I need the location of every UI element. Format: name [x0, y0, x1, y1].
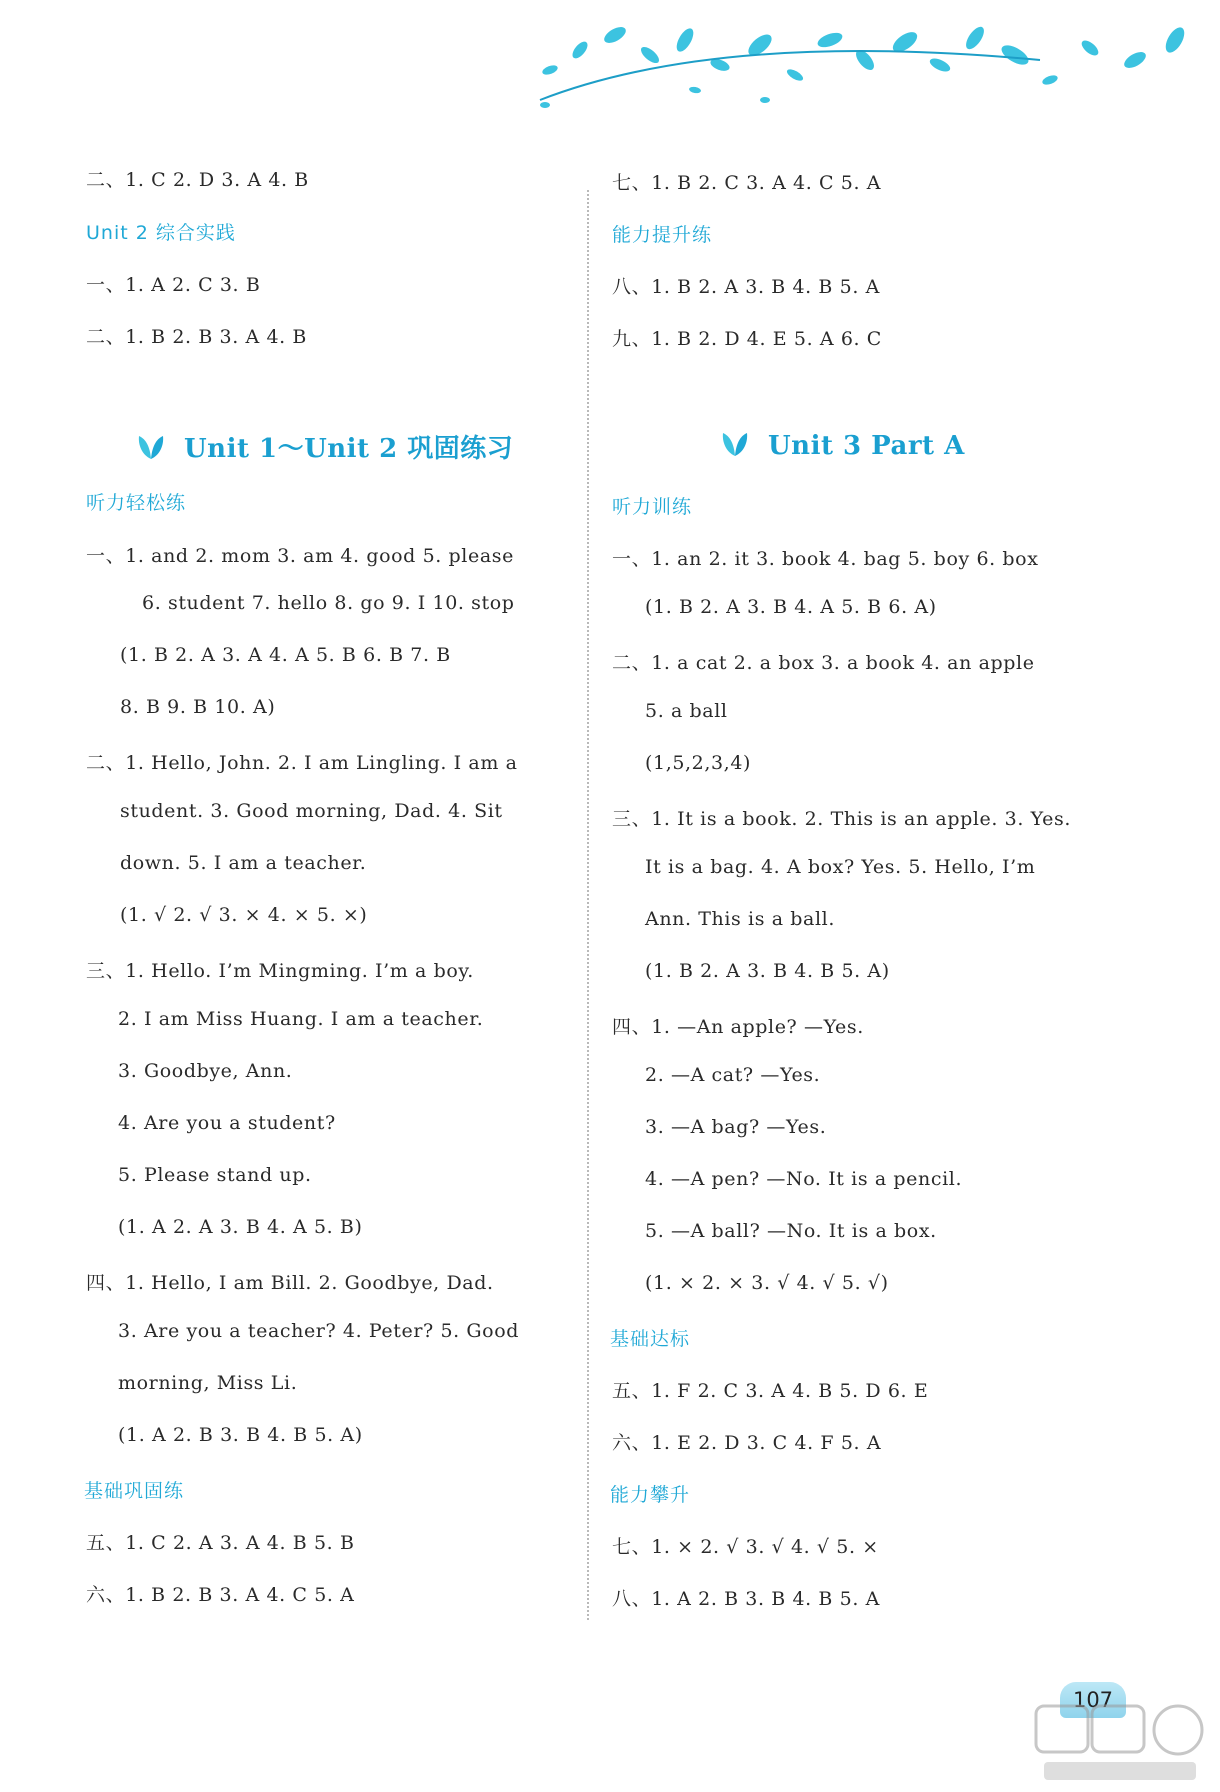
answer-line: 五、1. C 2. A 3. A 4. B 5. B [86, 1532, 355, 1554]
answer-line: 8. B 9. B 10. A) [120, 696, 276, 718]
answer-line: 4. —A pen? —No. It is a pencil. [645, 1168, 963, 1190]
answer-line: 七、1. × 2. √ 3. √ 4. √ 5. × [612, 1536, 879, 1558]
answer-line: 八、1. B 2. A 3. B 4. B 5. A [612, 276, 880, 298]
answer-line: (1,5,2,3,4) [645, 752, 752, 774]
answer-line: 二、1. Hello, John. 2. I am Lingling. I am a [86, 752, 518, 774]
answer-line: 二、1. B 2. B 3. A 4. B [86, 326, 307, 348]
answer-line: 五、1. F 2. C 3. A 4. B 5. D 6. E [612, 1380, 929, 1402]
butterfly-leaf-icon [720, 430, 750, 458]
answer-line: 2. I am Miss Huang. I am a teacher. [118, 1008, 484, 1030]
answer-line: 3. Are you a teacher? 4. Peter? 5. Good [118, 1320, 520, 1342]
answer-line: (1. A 2. A 3. B 4. A 5. B) [118, 1216, 363, 1238]
section-title-text: Unit 3 Part A [768, 431, 965, 461]
section-subtitle: 听力轻松练 [86, 492, 187, 514]
answer-line: student. 3. Good morning, Dad. 4. Sit [120, 800, 503, 822]
answer-line: 四、1. —An apple? —Yes. [612, 1016, 864, 1038]
answer-line: morning, Miss Li. [118, 1372, 298, 1394]
answer-line: (1. √ 2. √ 3. × 4. × 5. ×) [120, 904, 368, 926]
answer-line: (1. A 2. B 3. B 4. B 5. A) [118, 1424, 363, 1446]
section-title [136, 428, 513, 465]
answer-line: 三、1. Hello. I’m Mingming. I’m a boy. [86, 960, 474, 982]
answer-line: (1. B 2. A 3. B 4. A 5. B 6. A) [645, 596, 937, 618]
answer-line: 二、1. a cat 2. a box 3. a book 4. an apple [612, 652, 1035, 674]
answer-line: 一、1. A 2. C 3. B [86, 274, 261, 296]
section-subtitle: 能力攀升 [610, 1484, 691, 1506]
answer-line: 2. —A cat? —Yes. [645, 1064, 821, 1086]
answer-line: 六、1. E 2. D 3. C 4. F 5. A [612, 1432, 882, 1454]
answer-line: 七、1. B 2. C 3. A 4. C 5. A [612, 172, 882, 194]
answer-line: 6. student 7. hello 8. go 9. I 10. stop [142, 592, 515, 614]
answer-line: 5. Please stand up. [118, 1164, 312, 1186]
column-divider [587, 190, 590, 1620]
answer-line: 三、1. It is a book. 2. This is an apple. 3. Yes. [612, 808, 1071, 830]
section-subtitle: Unit 2 综合实践 [86, 222, 236, 244]
answer-line: (1. × 2. × 3. √ 4. √ 5. √) [645, 1272, 889, 1294]
section-subtitle: 能力提升练 [612, 224, 713, 246]
section-subtitle: 基础巩固练 [84, 1480, 185, 1502]
watermark-logo-icon [1030, 1700, 1210, 1788]
answer-line: 3. —A bag? —Yes. [645, 1116, 827, 1138]
answer-line: Ann. This is a ball. [645, 908, 835, 930]
answer-line: 一、1. and 2. mom 3. am 4. good 5. please [86, 545, 514, 567]
section-subtitle: 基础达标 [610, 1328, 691, 1350]
section-subtitle: 听力训练 [612, 496, 693, 518]
answer-line: 四、1. Hello, I am Bill. 2. Goodbye, Dad. [86, 1272, 494, 1294]
answer-line: 八、1. A 2. B 3. B 4. B 5. A [612, 1588, 880, 1610]
answer-line: 5. —A ball? —No. It is a box. [645, 1220, 937, 1242]
answer-line: 5. a ball [645, 700, 728, 722]
section-title [720, 430, 965, 461]
answer-line: (1. B 2. A 3. A 4. A 5. B 6. B 7. B [120, 644, 451, 666]
answer-line: (1. B 2. A 3. B 4. B 5. A) [645, 960, 890, 982]
answer-line: 九、1. B 2. D 4. E 5. A 6. C [612, 328, 882, 350]
butterfly-leaf-icon [136, 433, 166, 461]
answer-line: 二、1. C 2. D 3. A 4. B [86, 169, 309, 191]
answer-line: 4. Are you a student? [118, 1112, 336, 1134]
answer-line: 3. Goodbye, Ann. [118, 1060, 293, 1082]
answer-line: It is a bag. 4. A box? Yes. 5. Hello, I’m [645, 856, 1036, 878]
section-title-text: Unit 1～Unit 2 巩固练习 [184, 434, 514, 464]
leaf-decoration-icon [520, 20, 1200, 120]
answer-line: 六、1. B 2. B 3. A 4. C 5. A [86, 1584, 355, 1606]
page-number: 107 [1060, 1682, 1126, 1718]
answer-line: down. 5. I am a teacher. [120, 852, 367, 874]
answer-line: 一、1. an 2. it 3. book 4. bag 5. boy 6. box [612, 548, 1039, 570]
